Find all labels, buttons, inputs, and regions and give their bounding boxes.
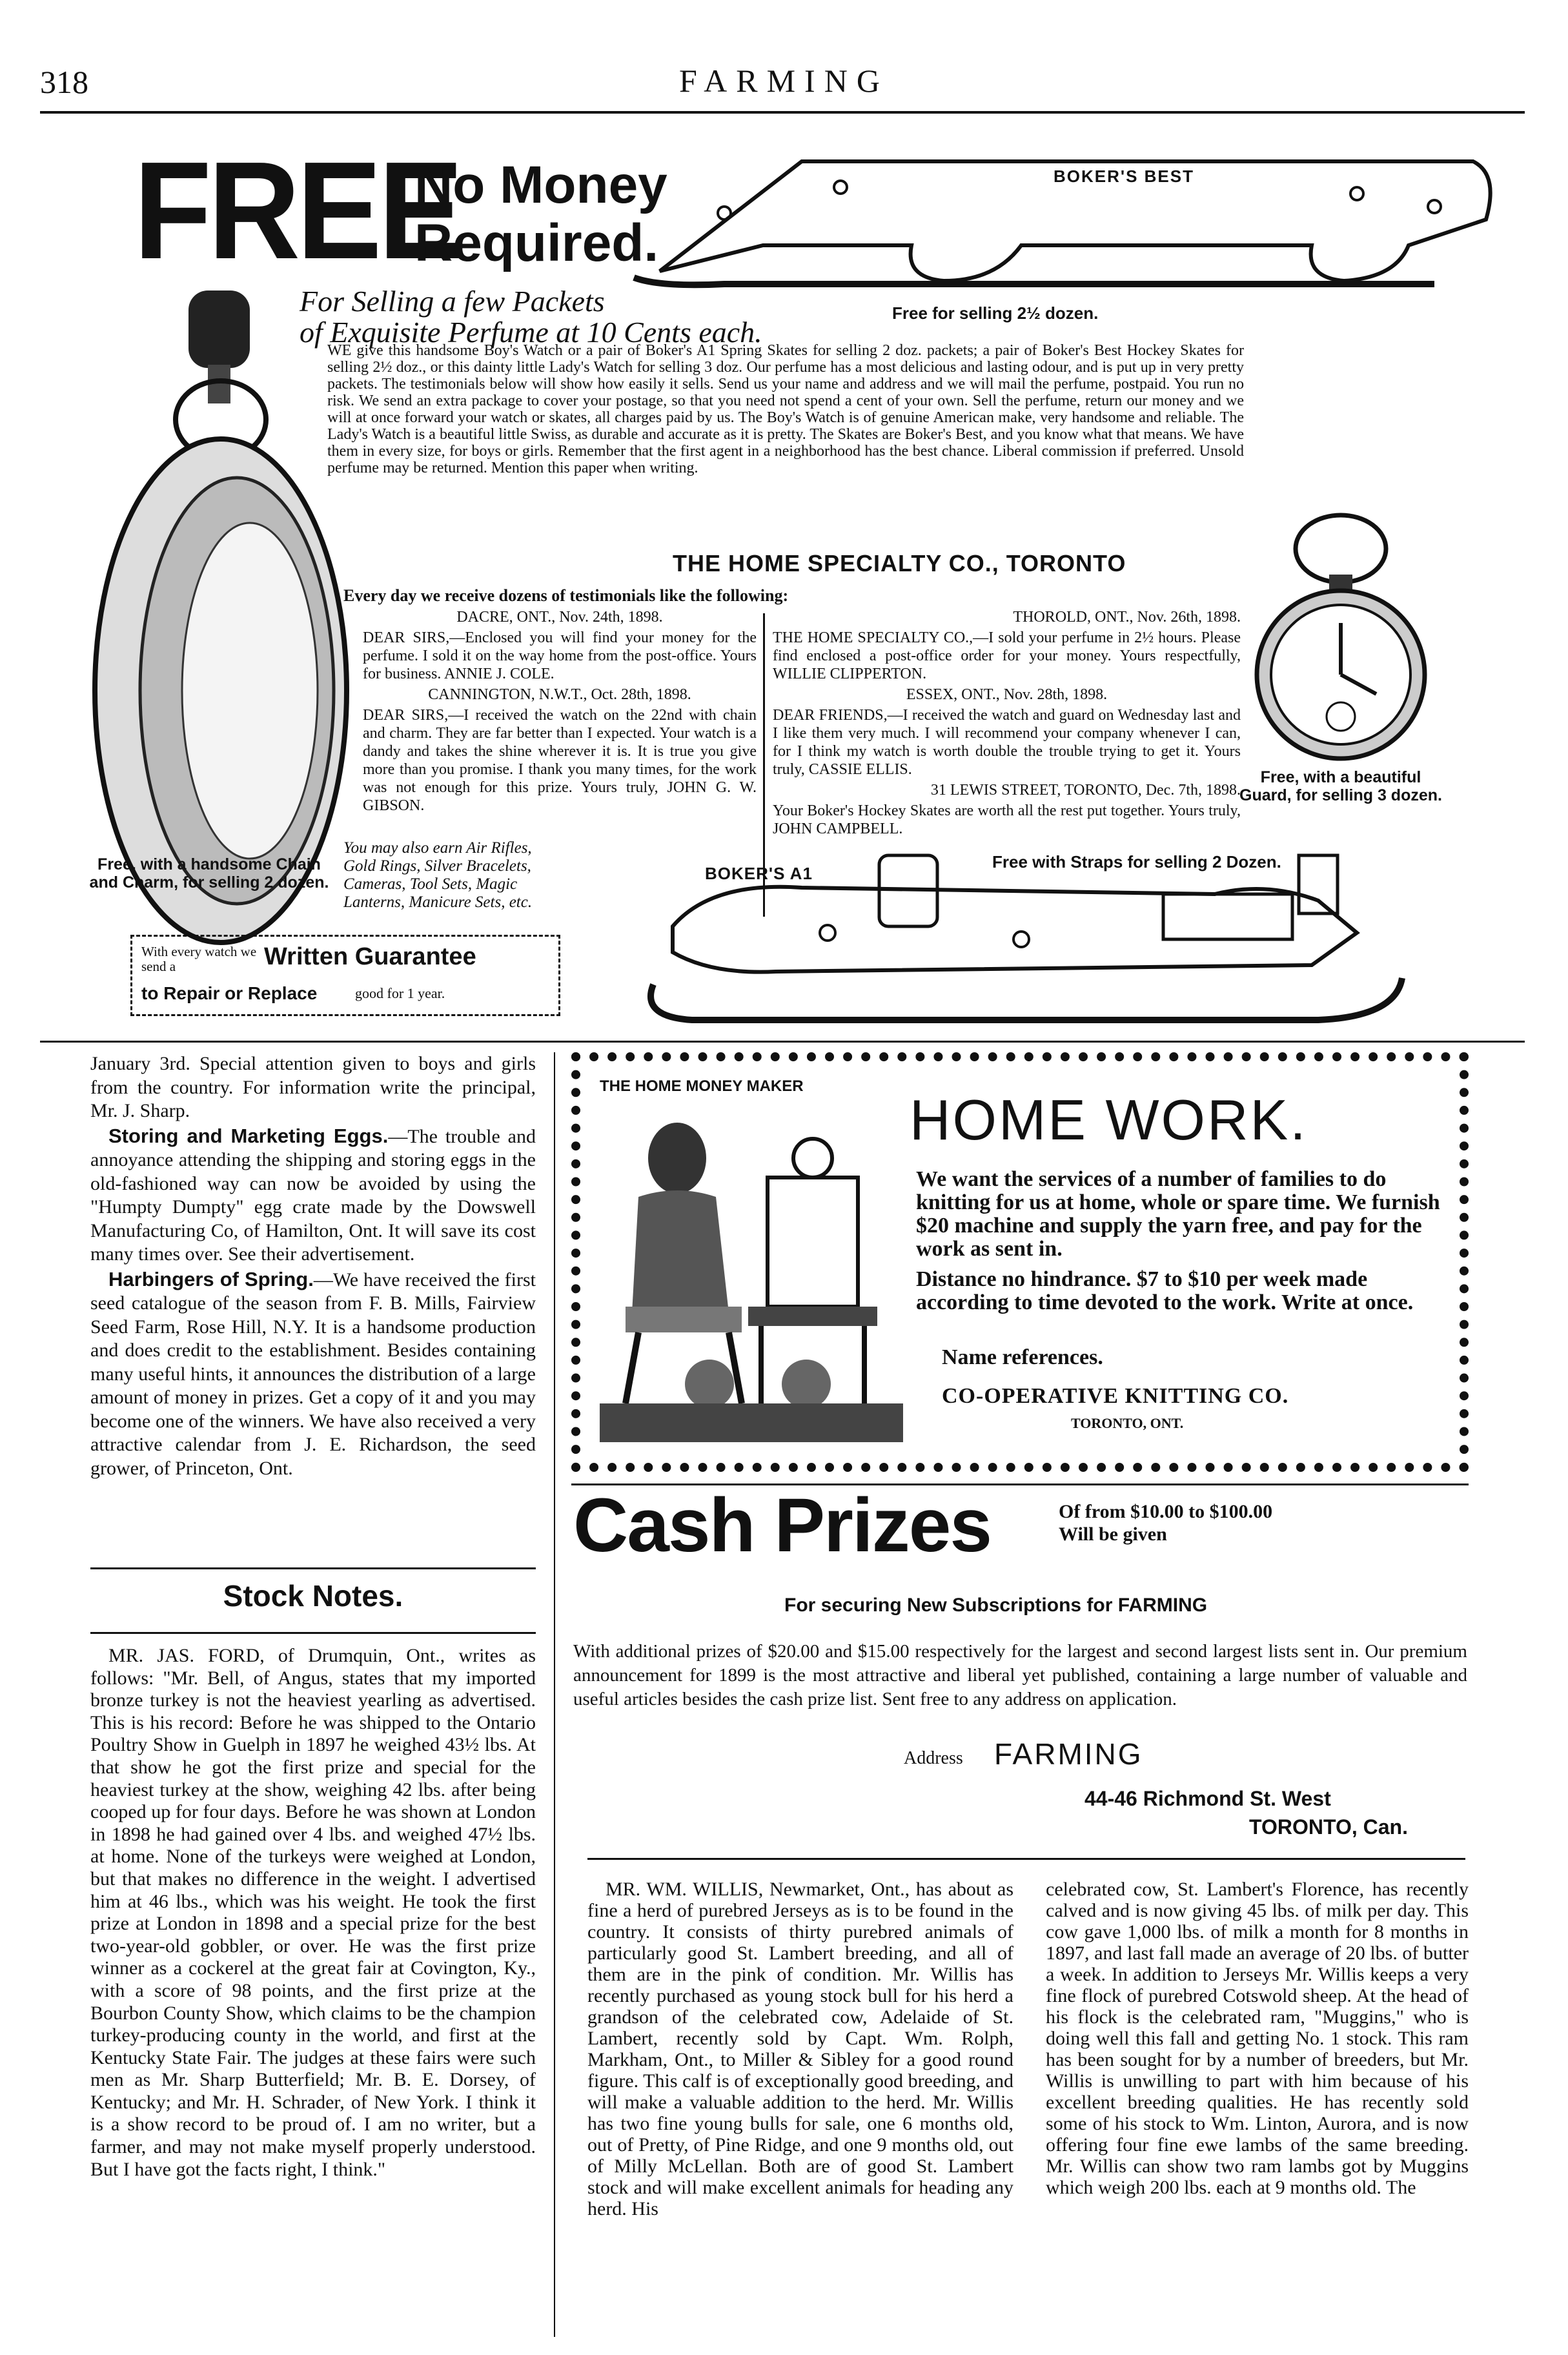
guarantee-small: With every watch we send a <box>141 944 257 974</box>
left-column-top <box>90 1052 536 1482</box>
address-name: FARMING <box>994 1737 1143 1771</box>
left-watch-caption: Free, with a handsome Chain and Charm, for selling 2 dozen. <box>89 855 329 892</box>
eggs-heading: Storing and Marketing Eggs. <box>108 1124 389 1147</box>
ladys-watch-illustration <box>1250 510 1431 762</box>
knitting-company: CO-OPERATIVE KNITTING CO. <box>942 1384 1289 1408</box>
home-work-body-2: Distance no hindrance. $7 to $10 per week made according to time devoted to the work. Write at once. <box>916 1267 1414 1314</box>
eggs-paragraph <box>90 1125 536 1267</box>
selling-line-2: of Exquisite Perfume at 10 Cents each. <box>300 316 762 349</box>
intro-paragraph: January 3rd. Special attention given to boys and girls from the country. For information write the principal, Mr. J. Sharp. <box>90 1053 536 1121</box>
cash-prizes-given: Will be given <box>1059 1524 1167 1545</box>
knitting-city: TORONTO, ONT. <box>1071 1415 1184 1431</box>
address-label: Address <box>904 1748 963 1768</box>
testimonial-right-2: THE HOME SPECIALTY CO.,—I sold your perfume in 2½ hours. Please find enclosed a post-office order for your money. Yours respectfully, WILLIE CLIPPERTON. <box>773 629 1241 682</box>
guarantee-box <box>130 935 560 1016</box>
testimonials-intro: Every day we receive dozens of testimonials like the following: <box>343 586 789 605</box>
address-city: TORONTO, Can. <box>1249 1815 1408 1839</box>
cash-prizes-body: With additional prizes of $20.00 and $15.00 respectively for the largest and second largest lists sent in. Our premium announcement for 1899 is the most attractive and liberal yet published, containing a large number of valuable and useful articles besides the cash prize list. Sent free to any address on application. <box>573 1641 1467 1709</box>
spring-body: —We have received the first seed catalogue of the season from F. B. Mills, Fairview Seed Farm, Rose Hill, N.Y. It is a handsome production and does credit to the establishment. Besides containing many useful hints, it announces the distribution of a large amount of money in prizes. Get a copy of it and you may become one of the winners. We have also received a very attractive calendar from J. E. Richardson, the seed grower, of Princeton, Ont. <box>90 1269 536 1479</box>
testimonial-left-2: DEAR SIRS,—Enclosed you will find your money for the perfume. I sold it on the way home from the post-office. Yours for business. ANNIE J. COLE. <box>363 629 757 682</box>
testimonial-left-1: DACRE, ONT., Nov. 24th, 1898. <box>456 609 663 626</box>
ford-letter: MR. JAS. FORD, of Drumquin, Ont., writes as follows: "Mr. Bell, of Angus, states that my imported bronze turkey is not the heaviest yearling as advertised. This is his record: Before he was shipped to the Ontario Poultry Show in Guelph in 1897 he weighed 43½ lbs. At that show he got the first prize and special for the heaviest turkey at the show, weighing 42 lbs. after being cooped up for four days. Before he was shown at London in 1898 he had gained over 4 lbs. and weighed 47½ lbs. at home. None of the turkeys were weighed at London, but that makes no difference in the weight. I advertised him at 46 lbs., which was his weight. He took the first prize at London in 1898 and a special prize for the best two-year-old gobbler, or over. He was the first prize winner as a cockerel at the great fair at Covington, Ky., with a score of 98 points, and the first prize at the Bourbon County Show, which claims to be the champion turkey-producing county in the world, and first at the Kentucky State Fair. The judges at these fairs were such men as Mr. Sharp Butterfield; Mr. B. E. Dorsey, of Kentucky; and Mr. H. Schrader, of New York. I think it is a show record to be proud of. I am no writer, but a farmer, and may not make myself properly understood. But I have got the facts right, I think." <box>90 1645 536 2180</box>
testimonial-right-6: Your Boker's Hockey Skates are worth all the rest put together. Yours truly, JOHN CAMPBELL. <box>773 802 1241 837</box>
eggs-body: —The trouble and annoyance attending the shipping and storing eggs in the old-fashioned way can now be avoided by using the "Humpty Dumpty" egg crate made by the Dowswell Manufacturing Co, of Hamilton, Ont. It will save its cost many times over. See their advertisement. <box>90 1125 536 1265</box>
testimonial-left-3: CANNINGTON, N.W.T., Oct. 28th, 1898. <box>428 686 691 703</box>
skate-brand-top: BOKER'S BEST <box>1054 167 1194 186</box>
testimonial-right-4: DEAR FRIENDS,—I received the watch and guard on Wednesday last and I like them very much. I will recommend your company whenever I can, for I think my watch is worth double the trouble trying to get it. Yours truly, CASSIE ELLIS. <box>773 707 1241 778</box>
free-ad-bottom-rule <box>40 1041 1525 1043</box>
right-watch-caption: Free, with a beautiful Guard, for selling 3 dozen. <box>1239 768 1442 804</box>
home-work-ad <box>571 1052 1469 1472</box>
stock-notes-body <box>90 1645 536 2182</box>
skate-caption-top: Free for selling 2½ dozen. <box>892 303 1099 323</box>
cash-prizes-range: Of from $10.00 to $100.00 <box>1059 1501 1273 1522</box>
home-work-references: Name references. <box>942 1345 1103 1369</box>
cash-prizes-subtitle: For securing New Subscriptions for FARMING <box>784 1595 1208 1616</box>
stock-notes-heading: Stock Notes. <box>223 1579 403 1613</box>
no-money-text: No Money <box>414 156 667 214</box>
free-ad <box>40 116 1525 1039</box>
required-text: Required. <box>414 214 659 272</box>
skate-caption-bottom: Free with Straps for selling 2 Dozen. <box>992 852 1281 872</box>
testimonial-right-1: THOROLD, ONT., Nov. 26th, 1898. <box>1013 609 1241 626</box>
home-work-title: HOME WORK. <box>910 1088 1308 1152</box>
spring-paragraph <box>90 1268 536 1481</box>
testimonials-left <box>363 608 757 817</box>
column-divider <box>554 1052 555 2337</box>
spring-heading: Harbingers of Spring. <box>108 1267 314 1290</box>
guarantee-line-2a: to Repair or Replace <box>141 983 318 1003</box>
willis-rule <box>587 1858 1465 1860</box>
free-headline: FREE <box>134 132 460 288</box>
testimonial-left-4: DEAR SIRS,—I received the watch on the 22nd with chain and charm. They are far better than I expected. Your watch is a dandy and takes the shine wherever it is. It is true you give more than you promise. I thank you many times, for the work was not enough for this prize. Yours truly, JOHN G. W. GIBSON. <box>363 707 757 814</box>
free-ad-body: WE give this handsome Boy's Watch or a pair of Boker's A1 Spring Skates for selling 2 doz. packets; a pair of Boker's Best Hockey Skates for selling 2½ doz., or this dainty little Lady's Watch for selling 3 doz. Our perfume has a most delicious and lasting odour, and is put up in very pretty packets. The testimonials below will show how easily it sells. Send us your name and address and we will mail the perfume, postpaid. You run no risk. We send an extra package to cover your postage, so that you need not spend a cent of your own. Sell the perfume, return our money and we will at once forward your watch or skates, all charges paid by us. The Boy's Watch is of genuine American make, very handsome and reliable. The Lady's Watch is a beautiful little Swiss, as durable and accurate as it is pretty. The Skates are Boker's Best, and you know what that means. We have them in every size, for boys or girls. Remember that the first agent in a neighborhood has the best chance. Liberal commission if preferred. Unsold perfume may be returned. Mention this paper when writing. <box>327 342 1244 476</box>
willis-column-1 <box>587 1879 1013 2221</box>
willis-column-2 <box>1046 1879 1469 2199</box>
home-work-body: We want the services of a number of families to do knitting for us at home, whole or spare time. We furnish $20 machine and supply the yarn free, and pay for the work as sent in. <box>916 1167 1440 1261</box>
cash-prizes-title: Cash Prizes <box>573 1483 991 1568</box>
page-number: 318 <box>40 64 88 100</box>
willis-paragraph-1: MR. WM. WILLIS, Newmarket, Ont., has about as fine a herd of purebred Jerseys as is to be found in the country. It consists of thirty purebred animals of particularly good St. Lambert breeding, and all of them are in the pink of condition. Mr. Willis has recently purchased as young stock bull for his herd a grandson of the celebrated cow, Adelaide of St. Lambert, recently sold by Capt. Wm. Rolph, Markham, Ont., to Miller & Sibley for a good round figure. This calf is of exceptionally good breeding, and will make a valuable addition to the herd. Mr. Willis has two fine young bulls for sale, one 6 months old, out of Pretty, of Pine Ridge, and one 9 months old, out of Milly McLellan. Both are of good St. Lambert stock and will make excellent animals for heading any herd. His <box>587 1879 1013 2219</box>
skate-brand-bottom: BOKER'S A1 <box>705 864 813 883</box>
guarantee-line-2b: good for 1 year. <box>355 985 445 1001</box>
willis-paragraph-2: celebrated cow, St. Lambert's Florence, has recently calved and is now giving 45 lbs. of milk per day. This cow gave 1,000 lbs. of milk a month for 8 months in 1897, and last fall made an average of 20 lbs. of butter a week. In addition to Jerseys Mr. Willis keeps a very fine flock of purebred Cotswold sheep. At the head of his flock is the celebrated ram, "Muggins," who is doing well this fall and getting No. 1 stock. This ram has been sought for by a number of breeders, but Mr. Willis is unwilling to part with him because of his excellent breeding qualities. He has recently sold some of his stock to Wm. Linton, Aurora, and is now offering four fine ewe lambs of the same breeding. Mr. Willis can show two ram lambs got by Muggins which weigh 200 lbs. each at 9 months old. The <box>1046 1879 1469 2198</box>
also-earn-text: You may also earn Air Rifles, Gold Rings, Silver Bracelets, Cameras, Tool Sets, Magic Lanterns, Manicure Sets, etc. <box>343 839 533 911</box>
header-rule <box>40 111 1525 114</box>
stock-notes-rule-top <box>90 1567 536 1569</box>
knitting-machine-illustration <box>600 1100 903 1449</box>
address-street: 44-46 Richmond St. West <box>1084 1787 1331 1810</box>
guarantee-big: Written Guarantee <box>264 943 476 970</box>
stock-notes-rule-bottom <box>90 1632 536 1634</box>
testimonials-right <box>773 608 1241 841</box>
testimonial-right-5: 31 LEWIS STREET, TORONTO, Dec. 7th, 1898. <box>930 782 1241 799</box>
running-title: FARMING <box>679 63 889 99</box>
company-name: THE HOME SPECIALTY CO., TORONTO <box>673 550 1126 576</box>
selling-line-1: For Selling a few Packets <box>300 285 605 318</box>
home-money-maker-label: THE HOME MONEY MAKER <box>600 1077 804 1095</box>
testimonial-right-3: ESSEX, ONT., Nov. 28th, 1898. <box>906 686 1108 703</box>
